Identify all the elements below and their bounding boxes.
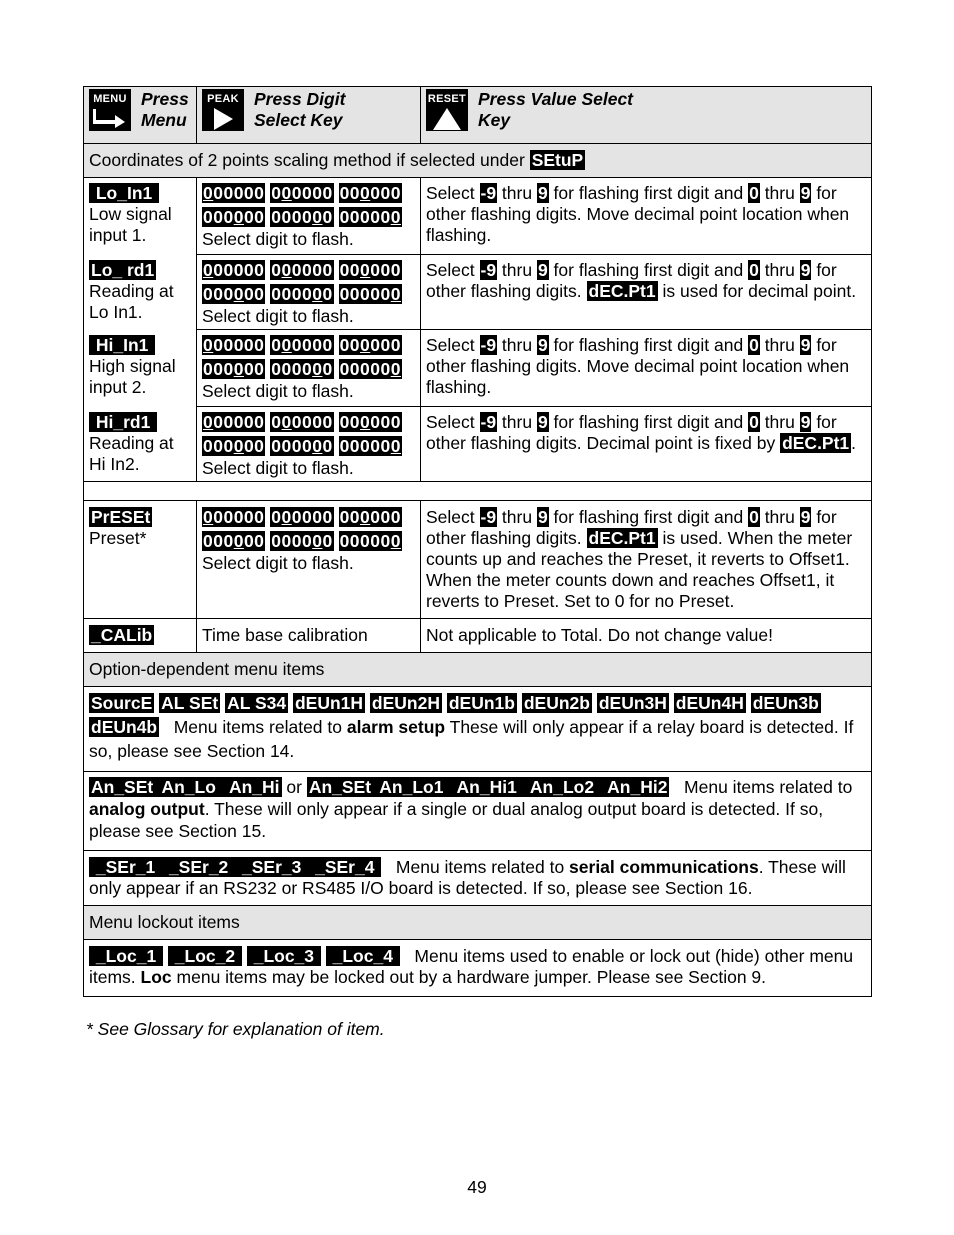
preset-label: PrESEt [91, 507, 151, 527]
calib-row [84, 619, 872, 653]
select-digit-text: Select digit to flash. [202, 381, 354, 401]
digit-pattern: 000000 [271, 335, 333, 355]
digit-pattern: 000000 [339, 412, 401, 432]
menu-item-label: dEUn4b [91, 717, 158, 737]
digit-pattern: 000000 [339, 284, 401, 304]
preset-digits [197, 501, 421, 619]
param-desc: Reading at Hi In2. [89, 432, 174, 474]
menu-item-label: dEUn3b [752, 693, 819, 713]
digit-label: 0 [749, 335, 759, 355]
scaling-row: Hi_rd1 Reading at Hi In2. 000000 000000 000000 000000 000000 000000 Select digit to flash. Select -9 thru 9 for flashing first digit and 0 thru 9 for other flashing digits. Decimal point is fixed by dEC.Pt1 . [84, 407, 872, 482]
digit-pattern-line [202, 258, 415, 282]
menu-item-label: _SEr_4 [310, 857, 380, 877]
param-desc: Low signal input 1. [89, 204, 172, 245]
menu-item-label: _Loc_3 [248, 946, 319, 966]
menu-item-label: dEUn2b [523, 693, 590, 713]
coords-section-row [84, 144, 872, 178]
menu-item-label: dEUn1H [294, 693, 364, 713]
footnote: * See Glossary for explanation of item. [86, 1019, 385, 1039]
digit-label: 9 [800, 183, 811, 203]
menu-item-label: _Loc_2 [169, 946, 240, 966]
param-label: Lo_In1 [91, 183, 158, 203]
digit-pattern: 000000 [203, 412, 265, 432]
menu-item-label: _Loc_4 [327, 946, 398, 966]
setup-label: SEtuP [531, 150, 584, 170]
digit-pattern: 000000 [339, 183, 401, 203]
menu-item-label: _SEr_1 [91, 857, 161, 877]
digit-pattern: 000000 [271, 183, 333, 203]
digit-pattern: 000000 [339, 335, 401, 355]
digit-pattern-line [202, 357, 415, 381]
digit-label: 9 [537, 183, 548, 203]
digit-pattern-line [202, 529, 415, 553]
option-section-row [84, 653, 872, 687]
digit-pattern: 000000 [271, 436, 333, 456]
digit-label: 0 [749, 260, 759, 280]
alarm-row: SourcE AL SEt AL S34 dEUn1H dEUn2H dEUn1b dEUn2b dEUn3H dEUn4H dEUn3b dEUn4b Menu items related to alarm setup These will only appear if a relay board is detected. If so, please see Section 14. [84, 687, 872, 772]
digit-label: 9 [800, 335, 811, 355]
digit-pattern: 000000 [203, 183, 265, 203]
header-row [84, 87, 872, 144]
menu-item-label: An_Lo [157, 777, 221, 797]
menu-item-label: An_SEt [91, 777, 154, 797]
digit-pattern: 000000 [203, 207, 265, 227]
menu-item-label: dEUn3H [598, 693, 667, 713]
digit-label: -9 [480, 260, 497, 280]
reset-key-icon: RESET [426, 89, 468, 131]
param-label: Lo_ rd1 [91, 259, 155, 280]
lockout-row: _Loc_1 _Loc_2 _Loc_3 _Loc_4 Menu items used to enable or lock out (hide) other menu items. Loc menu items may be locked out by a hardware jumper. Please see Section 9. [84, 940, 872, 997]
param-desc: High signal input 2. [89, 355, 176, 397]
digit-pattern: 000000 [271, 507, 333, 527]
digit-pattern: 000000 [271, 260, 333, 280]
digit-pattern: 000000 [203, 335, 265, 355]
digit-pattern: 000000 [203, 507, 265, 527]
serial-row: _SEr_1 _SEr_2 _SEr_3 _SEr_4 Menu items related to serial communications. These will only appear if an RS232 or RS485 I/O board is detected. If so, please see Section 16. [84, 851, 872, 906]
scaling-row: Lo_In1 Low signal input 1. 000000 000000 000000 000000 000000 000000 Select digit to flash. Select -9 thru 9 for flashing first digit and 0 thru 9 for other flashing digits. Move decimal point location when flashing. [84, 178, 872, 255]
decpt-label: dEC.Pt1 [782, 433, 850, 453]
preset-desc: Preset* [89, 528, 147, 548]
page-number: 49 [467, 1177, 487, 1197]
menu-item-label: AL SEt [161, 693, 219, 713]
digit-pattern: 000000 [271, 531, 333, 551]
lockout-section-row [84, 906, 872, 940]
menu-table [83, 86, 872, 997]
select-digit-text: Select digit to flash. [202, 306, 354, 326]
digit-label: 9 [537, 260, 548, 280]
calib-desc: Time base calibration [202, 625, 368, 645]
digit-pattern: 000000 [203, 260, 265, 280]
digit-pattern-line [202, 282, 415, 306]
digit-label: -9 [480, 335, 497, 355]
digit-pattern: 000000 [271, 207, 333, 227]
digit-pattern-line [202, 181, 415, 205]
menu-item-label: _Loc_1 [91, 946, 162, 966]
digit-pattern: 000000 [203, 359, 265, 379]
preset-description: Select -9 thru 9 for flashing first digit and 0 thru 9 for other flashing digits. dEC.Pt1 is used. When the meter counts up and reaches the Preset, it reverts to Offset1. When the meter counts down and reaches Offset1, it reverts to Preset. Set to 0 for no Preset. [421, 501, 872, 619]
digit-label: 0 [749, 412, 759, 432]
select-digit-text: Select digit to flash. [202, 458, 354, 478]
reset-header-text: Press Value Select Key [478, 89, 634, 130]
peak-header-cell [197, 87, 421, 144]
menu-item-label: AL S34 [227, 693, 287, 713]
menu-item-label: An_SEt [308, 777, 372, 797]
menu-item-label: dEUn2H [371, 693, 440, 713]
param-desc: Reading at Lo In1. [89, 280, 174, 322]
menu-key-icon: MENU [89, 89, 131, 131]
digit-label: 0 [749, 183, 759, 203]
calib-label: _CALib [91, 625, 153, 645]
menu-item-label: _SEr_3 [237, 857, 307, 877]
digit-pattern: 000000 [339, 531, 401, 551]
analog-row: An_SEt An_Lo An_Hi or An_SEt An_Lo1 An_Hi1 An_Lo2 An_Hi2 Menu items related to analog output. These will only appear if a single or dual analog output board is detected. If so, please see Section 15. [84, 772, 872, 851]
lockout-section-text: Menu lockout items [89, 912, 240, 932]
digit-pattern-line [202, 410, 415, 434]
select-digit-text: Select digit to flash. [202, 553, 354, 573]
option-section-text: Option-dependent menu items [89, 659, 325, 679]
menu-item-label: _SEr_2 [164, 857, 234, 877]
reset-header-cell [421, 87, 872, 144]
digit-label: 9 [800, 260, 811, 280]
digit-pattern: 000000 [203, 284, 265, 304]
menu-item-label: An_Hi [224, 777, 280, 797]
menu-header-cell [84, 87, 197, 144]
digit-pattern: 000000 [339, 507, 401, 527]
digit-label: 9 [800, 412, 811, 432]
digit-pattern-line [202, 505, 415, 529]
param-label: Hi_rd1 [91, 411, 156, 432]
menu-item-label: An_Lo1 [375, 777, 449, 797]
menu-item-label: An_Hi2 [602, 777, 668, 797]
menu-item-label: SourcE [91, 693, 153, 713]
peak-key-icon: PEAK [202, 89, 244, 131]
digit-label: 9 [537, 412, 548, 432]
digit-label: -9 [480, 412, 497, 432]
digit-pattern: 000000 [271, 359, 333, 379]
digit-pattern-line [202, 434, 415, 458]
menu-item-label: dEUn1b [448, 693, 515, 713]
param-label: Hi_In1 [91, 334, 154, 355]
digit-pattern: 000000 [203, 531, 265, 551]
scaling-row: Lo_ rd1 Reading at Lo In1. 000000 000000 000000 000000 000000 000000 Select digit to flash. Select -9 thru 9 for flashing first digit and 0 thru 9 for other flashing digits. dEC.Pt1 is used for decimal point. [84, 255, 872, 330]
preset-row [84, 501, 872, 619]
decpt-label: dEC.Pt1 [588, 528, 656, 548]
digit-label: 9 [537, 335, 548, 355]
spacer-row [84, 482, 872, 501]
digit-pattern-line [202, 205, 415, 229]
calib-note: Not applicable to Total. Do not change value! [426, 625, 773, 645]
digit-pattern: 000000 [203, 436, 265, 456]
scaling-row: Hi_In1 High signal input 2. 000000 000000 000000 000000 000000 000000 Select digit to flash. Select -9 thru 9 for flashing first digit and 0 thru 9 for other flashing digits. Move decimal point location when flashing. [84, 330, 872, 407]
digit-pattern: 000000 [339, 359, 401, 379]
digit-pattern: 000000 [339, 436, 401, 456]
digit-pattern: 000000 [339, 260, 401, 280]
digit-pattern: 000000 [271, 284, 333, 304]
select-digit-text: Select digit to flash. [202, 229, 354, 249]
digit-pattern-line [202, 333, 415, 357]
peak-header-text: Press Digit Select Key [254, 89, 346, 130]
decpt-label: dEC.Pt1 [588, 281, 656, 301]
digit-pattern: 000000 [339, 207, 401, 227]
menu-item-label: dEUn4H [675, 693, 744, 713]
digit-label: -9 [480, 183, 497, 203]
menu-item-label: An_Hi1 [452, 777, 522, 797]
menu-header-text: Press Menu [141, 89, 189, 130]
coords-section-text: Coordinates of 2 points scaling method if selected under [89, 150, 530, 170]
menu-item-label: An_Lo2 [525, 777, 599, 797]
digit-pattern: 000000 [271, 412, 333, 432]
